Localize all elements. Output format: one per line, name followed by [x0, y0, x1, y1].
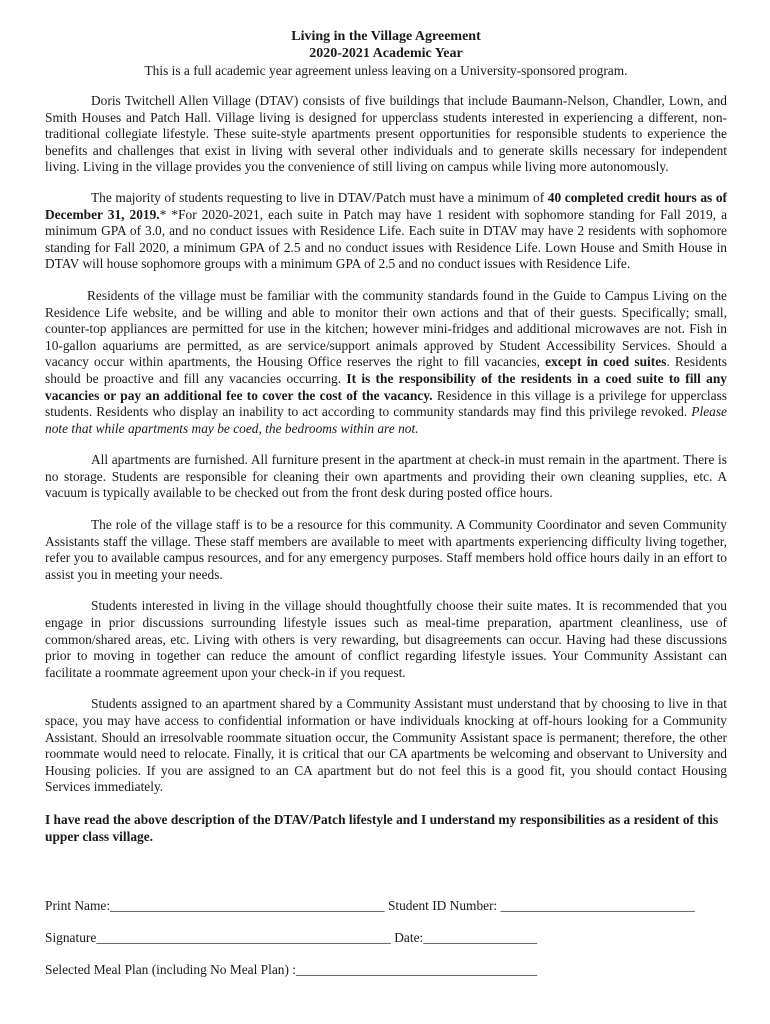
- paragraph-community-standards: Residents of the village must be familiar with the community standards found in the Guide to Campus Living on the Residence Life website, and be willing and able to monitor their own actions and that of their guests. Specifically; small, counter-top appliances are permitted for use in the kitchen; however mini-fridges and additional microwaves are not. Fish in 10-gallon aquariums are permitted, as are service/support animals approved by Student Accessibility Services. Should a vacancy occur within apartments, the Housing Office reserves the right to fill vacancies, except in coed suites. Residents should be proactive and fill any vacancies occurring. It is the responsibility of the residents in a coed suite to fill any vacancies or pay an additional fee to cover the cost of the vacancy. Residence in this village is a privilege for upperclass students. Residents who display an inability to act according to community standards may find this privilege revoked. Please note that while apartments may be coed, the bedrooms within are not.: [45, 287, 727, 436]
- paragraph-furnishings: All apartments are furnished. All furniture present in the apartment at check-in must remain in the apartment. There is no storage. Students are responsible for cleaning their own apartments and providing their own cleaning supplies, etc. A vacuum is typically available to be checked out from the front desk during posted office hours.: [45, 452, 727, 501]
- acknowledgement-statement: I have read the above description of the DTAV/Patch lifestyle and I understand my responsibilities as a resident of this upper class village.: [45, 811, 719, 844]
- academic-year: 2020-2021 Academic Year: [309, 46, 463, 61]
- signature-and-date-field[interactable]: Signature____________________________________________ Date:_________________: [45, 930, 538, 945]
- paragraph-ca-apartments: Students assigned to an apartment shared by a Community Assistant must understand that by choosing to live in that space, you may have access to confidential information or have individuals knocking at off-hours looking for a Community Assistant. Should an irresolvable roommate situation occur, the Community Assistant space is permanent; therefore, the other roommate would need to relocate. Finally, it is critical that our CA apartments be welcoming and observant to University and Housing policies. If you are assigned to an CA apartment but do not feel this is a good fit, you should contact Housing Services immediately.: [45, 696, 727, 795]
- agreement-note: This is a full academic year agreement unless leaving on a University-sponsored program.: [144, 63, 628, 78]
- credit-hours-requirement: 40 completed credit hours as of December 31, 2019.: [45, 189, 727, 222]
- meal-plan-field[interactable]: Selected Meal Plan (including No Meal Plan) :____________________________________: [45, 962, 538, 977]
- agreement-page: [45, 28, 727, 845]
- paragraph-village-staff: The role of the village staff is to be a resource for this community. A Community Coordinator and seven Community Assistants staff the village. These staff members are available to meet with apartments experiencing difficulty living together, refer you to available campus resources, and for any emergency purposes. Staff members hold office hours daily in an effort to assist you in meeting your needs.: [45, 517, 727, 582]
- paragraph-eligibility: The majority of students requesting to live in DTAV/Patch must have a minimum of 40 completed credit hours as of December 31, 2019.* *For 2020-2021, each suite in Patch may have 1 resident with sophomore standing for Fall 2019, a minimum GPA of 3.0, and no conduct issues with Residence Life. Each suite in DTAV may have 2 residents with sophomore standing for Fall 2020, a minimum GPA of 2.5 and no conduct issues with Residence Life. Lown House and Smith House in DTAV will house sophomore groups with a minimum GPA of 2.5 and no conduct issues with Residence Life.: [45, 189, 728, 272]
- vacancy-responsibility: It is the responsibility of the residents in a coed suite to fill any vacancies or pay an additional fee to cover the cost of the vacancy.: [45, 370, 727, 403]
- print-name-and-student-id-field[interactable]: Print Name:_________________________________________ Student ID Number: _____________________________: [45, 898, 695, 913]
- paragraph-village-overview: Doris Twitchell Allen Village (DTAV) consists of five buildings that include Baumann-Nelson, Chandler, Lown, and Smith Houses and Patch Hall. Village living is designed for upperclass students interested in experiencing a different, non-traditional collegiate lifestyle. These suite-style apartments present opportunities for responsible students to experience the benefits and challenges that exist in living with several other individuals and to generate skills necessary for independent living. Living in the village provides you the convenience of still living on campus while living more autonomously.: [45, 93, 727, 175]
- document-title: Living in the Village Agreement: [291, 29, 481, 44]
- coed-note: Please note that while apartments may be coed, the bedrooms within are not.: [45, 404, 727, 436]
- paragraph-suite-mates: Students interested in living in the village should thoughtfully choose their suite mates. It is recommended that you engage in prior discussions surrounding lifestyle issues such as meal-time preparation, apartment cleanliness, use of common/shared areas, etc. Living with others is very rewarding, but disagreements can occur. Having had these discussions prior to moving in together can reduce the amount of conflict regarding lifestyle issues. Your Community Assistant can facilitate a roommate agreement upon your check-in if you request.: [45, 598, 727, 680]
